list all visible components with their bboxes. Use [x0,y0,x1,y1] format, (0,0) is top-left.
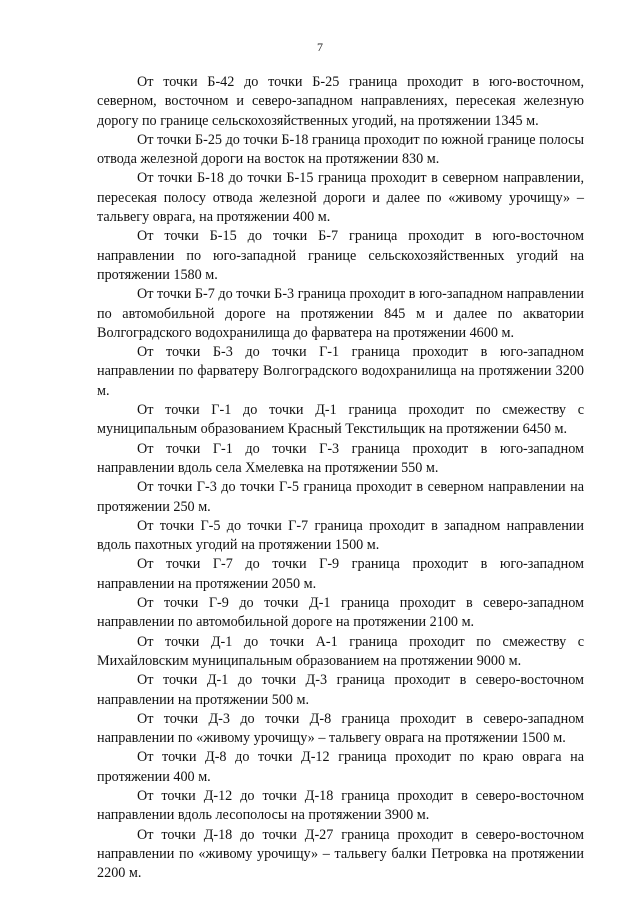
paragraph: От точки Г-3 до точки Г-5 граница проходит в северном направлении на протяжении 250 м. [97,479,584,515]
paragraph: От точки Б-42 до точки Б-25 граница проходит в юго-восточном, северном, восточном и северо-западном направлениях, пересекая железную дорогу по границе сельскохозяйственных угодий, на протяжении 1345 м. [97,74,584,129]
paragraph: От точки Г-1 до точки Д-1 граница проходит по смежеству с муниципальным образованием Красный Текстильщик на протяжении 6450 м. [97,402,584,438]
paragraph: От точки Д-18 до точки Д-27 граница проходит в северо-восточном направлении по «живому урочищу» – тальвегу балки Петровка на протяжении 2200 м. [97,826,584,882]
paragraph: От точки Б-3 до точки Г-1 граница проходит в юго-западном направлении по фарватеру Волгоградского водохранилища на протяжении 3200 м. [97,344,584,399]
paragraph: От точки Б-18 до точки Б-15 граница проходит в северном направлении, пересекая полосу отвода железной дороги и далее по «живому урочищу» – тальвегу оврага, на протяжении 400 м. [97,170,584,226]
page-number: 7 [317,40,323,54]
document-body [97,73,584,883]
paragraph: От точки Б-25 до точки Б-18 граница проходит по южной границе полосы отвода железной дороги на восток на протяжении 830 м. [97,131,584,168]
paragraph: От точки Д-8 до точки Д-12 граница проходит по краю оврага на протяжении 400 м. [97,749,584,785]
paragraph: От точки Г-7 до точки Г-9 граница проходит в юго-западном направлении на протяжении 2050 м. [97,556,584,592]
paragraph: От точки Д-12 до точки Д-18 граница проходит в северо-восточном направлении вдоль лесополосы на протяжении 3900 м. [97,787,584,824]
paragraph: От точки Б-7 до точки Б-3 граница проходит в юго-западном направлении по автомобильной дороге на протяжении 845 м и далее по акватории Волгоградского водохранилища до фарватера на протяжении 4600 м. [97,286,584,341]
paragraph: От точки Д-1 до точки А-1 граница проходит по смежеству с Михайловским муниципальным образованием на протяжении 9000 м. [97,633,584,669]
paragraph: От точки Д-3 до точки Д-8 граница проходит в северо-западном направлении по «живому урочищу» – тальвегу оврага на протяжении 1500 м. [97,710,584,747]
paragraph: От точки Г-5 до точки Г-7 граница проходит в западном направлении вдоль пахотных угодий на протяжении 1500 м. [97,517,584,554]
paragraph: От точки Д-1 до точки Д-3 граница проходит в северо-восточном направлении на протяжении 500 м. [97,672,584,708]
paragraph: От точки Б-15 до точки Б-7 граница проходит в юго-восточном направлении по юго-западной границе сельскохозяйственных угодий на протяжении 1580 м. [97,228,584,283]
paragraph: От точки Г-1 до точки Г-3 граница проходит в юго-западном направлении вдоль села Хмелевка на протяжении 550 м. [97,440,584,476]
paragraph: От точки Г-9 до точки Д-1 граница проходит в северо-западном направлении по автомобильной дороге на протяжении 2100 м. [97,595,584,631]
